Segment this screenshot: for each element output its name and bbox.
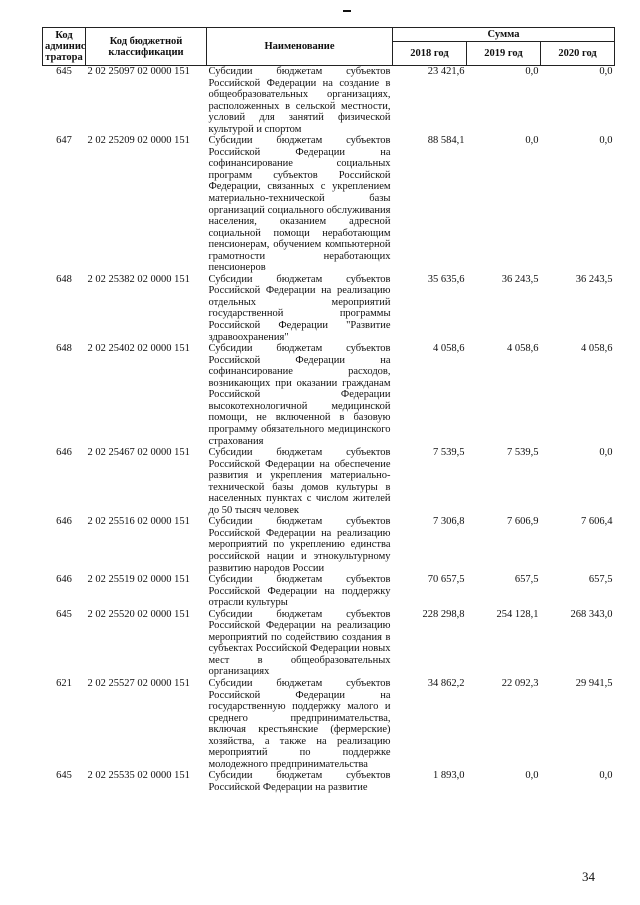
cell-2019: 254 128,1: [496, 608, 539, 620]
cell-name: Субсидии бюджетам субъектов Российской Федерации на софинансирование расходов, возникающих при оказании гражданам Российской Федерации высокотехнологичной медицинской помощи, не включенной в базовую программу обязательного медицинского страхования: [208, 343, 391, 447]
cell-budget-code: 2 02 25516 02 0000 151: [87, 516, 190, 528]
cell-2019: 36 243,5: [501, 273, 539, 285]
cell-2018: 70 657,5: [427, 574, 465, 586]
table-row: [43, 66, 615, 136]
cell-name: Субсидии бюджетам субъектов Российской Федерации на реализацию мероприятий по укреплению единства российской нации и этнокультурному развитию народов России: [208, 516, 391, 574]
cell-name: Субсидии бюджетам субъектов Российской Федерации на реализацию отдельных мероприятий государственной программы Российской Федерации "Развитие здравоохранения": [208, 273, 391, 343]
cell-2019: 0,0: [525, 770, 539, 782]
cell-2020: 0,0: [599, 135, 613, 147]
cell-budget-code: 2 02 25467 02 0000 151: [87, 447, 190, 459]
cell-2019: 7 539,5: [507, 447, 539, 459]
cell-name: Субсидии бюджетам субъектов Российской Федерации на реализацию мероприятий по содействию создания в субъектах Российской Федерации новых мест в общеобразовательных организациях: [208, 608, 391, 678]
cell-name: Субсидии бюджетам субъектов Российской Федерации на государственную поддержку малого и среднего предпринимательства, включая крестьянские (фермерские) хозяйства, а также на реализацию мероприятий по поддержке молодежного предпринимательства: [208, 677, 391, 770]
cell-budget-code: 2 02 25527 02 0000 151: [87, 677, 190, 689]
cell-2018: 7 306,8: [433, 516, 465, 528]
table-row: [43, 135, 615, 274]
cell-admin-code: 646: [56, 447, 72, 459]
cell-2019: 0,0: [525, 135, 539, 147]
cell-2019: 0,0: [525, 66, 539, 77]
header-sum: Сумма: [393, 28, 615, 42]
header-year-2018: 2018 год: [393, 42, 467, 66]
cell-admin-code: 648: [56, 343, 72, 355]
header-budget-code: Код бюджетной классификации: [86, 28, 207, 66]
cell-2020: 657,5: [588, 574, 613, 586]
cell-admin-code: 646: [56, 516, 72, 528]
cell-budget-code: 2 02 25519 02 0000 151: [87, 574, 190, 586]
table-header: [43, 28, 615, 66]
page-top-dash: [343, 10, 351, 12]
cell-budget-code: 2 02 25520 02 0000 151: [87, 608, 190, 620]
cell-2019: 7 606,9: [507, 516, 539, 528]
cell-2020: 36 243,5: [575, 273, 613, 285]
page-number: 34: [582, 869, 595, 884]
cell-admin-code: 645: [56, 608, 72, 620]
cell-2020: 268 343,0: [570, 608, 613, 620]
cell-2020: 0,0: [599, 447, 613, 459]
cell-2018: 228 298,8: [422, 608, 465, 620]
cell-2018: 7 539,5: [433, 447, 465, 459]
cell-name: Субсидии бюджетам субъектов Российской Федерации на обеспечение развития и укрепления материально-технической базы домов культуры в населенных пунктах с числом жителей до 50 тысяч человек: [208, 447, 391, 516]
cell-2020: 0,0: [599, 770, 613, 782]
cell-2018: 1 893,0: [433, 770, 465, 782]
cell-budget-code: 2 02 25382 02 0000 151: [87, 273, 190, 285]
cell-budget-code: 2 02 25209 02 0000 151: [87, 135, 190, 147]
cell-admin-code: 645: [56, 66, 72, 77]
cell-2018: 35 635,6: [427, 273, 465, 285]
cell-budget-code: 2 02 25402 02 0000 151: [87, 343, 190, 355]
table-row: [43, 274, 615, 343]
cell-name: Субсидии бюджетам субъектов Российской Федерации на софинансирование социальных программ субъектов Российской Федерации, связанных с укреплением материально-технической базы организаций социального обслуживания населения, оказанием адресной социальной помощи неработающим пенсионерам, обучением компьютерной грамотности неработающих пенсионеров: [208, 135, 391, 274]
table-row: [43, 678, 615, 770]
cell-2018: 88 584,1: [427, 135, 465, 147]
header-year-2020: 2020 год: [541, 42, 615, 66]
header-name: Наименование: [207, 28, 393, 66]
cell-2020: 7 606,4: [581, 516, 613, 528]
table-body: [43, 66, 615, 794]
cell-admin-code: 645: [56, 770, 72, 782]
cell-budget-code: 2 02 25535 02 0000 151: [87, 770, 190, 782]
cell-2018: 34 862,2: [427, 677, 465, 689]
cell-2019: 4 058,6: [507, 343, 539, 355]
cell-2019: 657,5: [514, 574, 539, 586]
cell-name: Субсидии бюджетам субъектов Российской Федерации на поддержку отрасли культуры: [208, 574, 391, 609]
cell-2020: 0,0: [599, 66, 613, 77]
table-row: [43, 770, 615, 793]
cell-name: Субсидии бюджетам субъектов Российской Федерации на развитие: [208, 770, 391, 793]
cell-budget-code: 2 02 25097 02 0000 151: [87, 66, 190, 77]
cell-2020: 29 941,5: [575, 677, 613, 689]
cell-admin-code: 648: [56, 273, 72, 285]
table-row: [43, 609, 615, 678]
cell-admin-code: 646: [56, 574, 72, 586]
header-year-2019: 2019 год: [467, 42, 541, 66]
table-row: [43, 447, 615, 516]
cell-admin-code: 621: [56, 677, 72, 689]
cell-2018: 23 421,6: [427, 66, 465, 77]
cell-name: Субсидии бюджетам субъектов Российской Федерации на создание в общеобразовательных организациях, расположенных в сельской местности, условий для занятий физической культурой и спортом: [208, 66, 391, 135]
table-row: [43, 343, 615, 447]
cell-2019: 22 092,3: [501, 677, 539, 689]
budget-table: [42, 27, 615, 793]
table-row: [43, 516, 615, 574]
header-admin-code: Код админис тратора: [43, 28, 86, 66]
table-row: [43, 574, 615, 609]
cell-admin-code: 647: [56, 135, 72, 147]
cell-2018: 4 058,6: [433, 343, 465, 355]
cell-2020: 4 058,6: [581, 343, 613, 355]
